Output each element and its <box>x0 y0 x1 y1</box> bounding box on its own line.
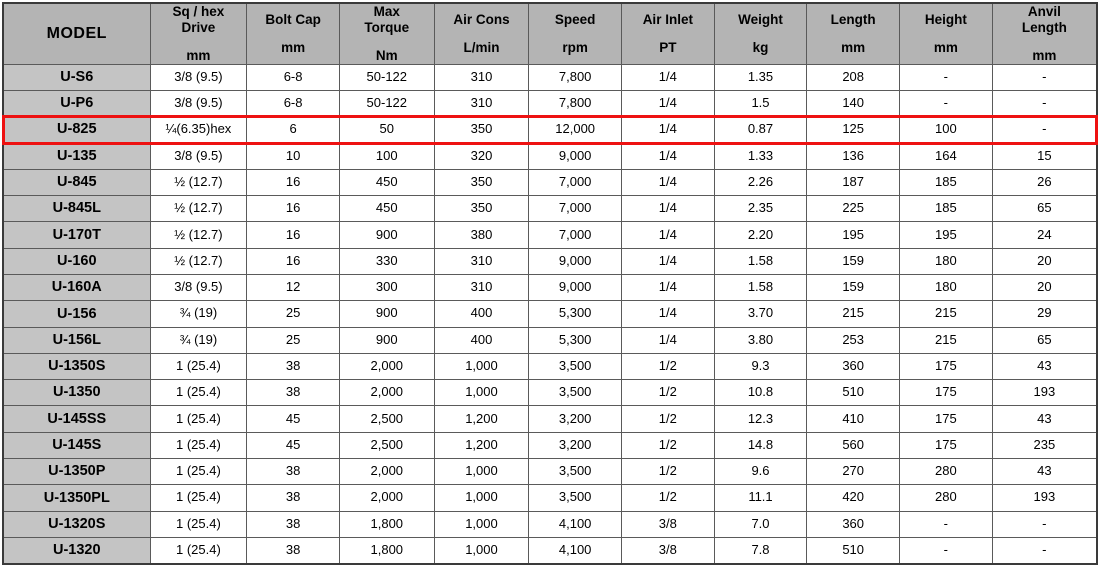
spec-value-cell: 2,000 <box>339 459 434 485</box>
spec-value-cell: 9,000 <box>529 274 622 300</box>
column-header-line1: MODEL <box>46 24 107 42</box>
spec-value-cell: 310 <box>434 274 529 300</box>
spec-value-cell: ¾ (19) <box>150 301 247 327</box>
model-name-cell: U-S6 <box>3 64 150 90</box>
column-header-4 <box>434 3 529 64</box>
table-row <box>3 90 1097 116</box>
spec-value-cell: 1,000 <box>434 380 529 406</box>
spec-value-cell: 2,500 <box>339 432 434 458</box>
spec-value-cell: 25 <box>247 327 340 353</box>
spec-value-cell: 1.58 <box>714 274 807 300</box>
spec-value-cell: 300 <box>339 274 434 300</box>
spec-value-cell: 175 <box>900 380 993 406</box>
spec-value-cell: 3/8 (9.5) <box>150 90 247 116</box>
spec-value-cell: 1/4 <box>621 222 714 248</box>
column-header-line1: Bolt Cap <box>265 11 321 27</box>
spec-value-cell: 26 <box>992 169 1097 195</box>
column-header-unit: Nm <box>375 48 398 64</box>
spec-value-cell: 900 <box>339 301 434 327</box>
spec-value-cell: 24 <box>992 222 1097 248</box>
spec-value-cell: 900 <box>339 327 434 353</box>
spec-value-cell: 4,100 <box>529 511 622 537</box>
spec-value-cell: - <box>992 90 1097 116</box>
column-header-line2: Length <box>1021 19 1067 35</box>
table-row <box>3 117 1097 143</box>
spec-value-cell: 187 <box>807 169 900 195</box>
spec-value-cell: - <box>900 90 993 116</box>
spec-value-cell: 3,500 <box>529 353 622 379</box>
spec-value-cell: 100 <box>900 117 993 143</box>
spec-value-cell: 510 <box>807 537 900 564</box>
spec-value-cell: 136 <box>807 143 900 169</box>
spec-value-cell: 43 <box>992 406 1097 432</box>
spec-value-cell: 2.20 <box>714 222 807 248</box>
spec-value-cell: 16 <box>247 248 340 274</box>
spec-value-cell: 450 <box>339 169 434 195</box>
column-header-unit: mm <box>841 40 866 56</box>
spec-value-cell: 1,200 <box>434 406 529 432</box>
column-header-7 <box>714 3 807 64</box>
spec-value-cell: 215 <box>900 327 993 353</box>
model-name-cell: U-145SS <box>3 406 150 432</box>
spec-value-cell: 9.3 <box>714 353 807 379</box>
spec-value-cell: 20 <box>992 248 1097 274</box>
spec-value-cell: 10 <box>247 143 340 169</box>
model-name-cell: U-160 <box>3 248 150 274</box>
spec-value-cell: 1/2 <box>621 353 714 379</box>
spec-value-cell: 400 <box>434 327 529 353</box>
spec-value-cell: 175 <box>900 432 993 458</box>
column-header-unit: mm <box>186 48 211 64</box>
spec-value-cell: 9,000 <box>529 248 622 274</box>
spec-value-cell: 43 <box>992 353 1097 379</box>
spec-value-cell: 6-8 <box>247 64 340 90</box>
table-row <box>3 380 1097 406</box>
table-row <box>3 274 1097 300</box>
spec-value-cell: 3/8 <box>621 537 714 564</box>
specification-table <box>2 2 1098 565</box>
column-header-unit: mm <box>933 40 958 56</box>
spec-value-cell: 360 <box>807 353 900 379</box>
spec-value-cell: 2,000 <box>339 353 434 379</box>
spec-value-cell: 29 <box>992 301 1097 327</box>
spec-value-cell: 420 <box>807 485 900 511</box>
model-name-cell: U-156L <box>3 327 150 353</box>
column-header-unit: mm <box>281 40 306 56</box>
spec-value-cell: - <box>992 537 1097 564</box>
column-header-8 <box>807 3 900 64</box>
spec-value-cell: 38 <box>247 537 340 564</box>
model-name-cell: U-1350PL <box>3 485 150 511</box>
spec-value-cell: 1/4 <box>621 274 714 300</box>
model-name-cell: U-135 <box>3 143 150 169</box>
column-header-line1: Air Inlet <box>642 11 693 27</box>
spec-value-cell: 25 <box>247 301 340 327</box>
spec-value-cell: 1 (25.4) <box>150 537 247 564</box>
column-header-5 <box>529 3 622 64</box>
spec-value-cell: 1/4 <box>621 169 714 195</box>
table-row <box>3 248 1097 274</box>
spec-value-cell: 2.35 <box>714 196 807 222</box>
table-row <box>3 301 1097 327</box>
column-header-3 <box>339 3 434 64</box>
column-header-line2: Torque <box>364 19 410 35</box>
spec-value-cell: 3.70 <box>714 301 807 327</box>
spec-value-cell: 185 <box>900 196 993 222</box>
spec-value-cell: 5,300 <box>529 301 622 327</box>
spec-value-cell: 1/4 <box>621 196 714 222</box>
spec-value-cell: 140 <box>807 90 900 116</box>
spec-value-cell: 1 (25.4) <box>150 485 247 511</box>
table-row <box>3 485 1097 511</box>
spec-value-cell: 280 <box>900 459 993 485</box>
specification-table-container <box>0 2 1100 586</box>
table-row <box>3 222 1097 248</box>
spec-value-cell: 1,000 <box>434 511 529 537</box>
model-name-cell: U-845 <box>3 169 150 195</box>
spec-value-cell: 15 <box>992 143 1097 169</box>
spec-value-cell: 175 <box>900 406 993 432</box>
model-name-cell: U-825 <box>3 117 150 143</box>
spec-value-cell: 350 <box>434 196 529 222</box>
spec-value-cell: 320 <box>434 143 529 169</box>
spec-value-cell: 3/8 (9.5) <box>150 64 247 90</box>
spec-value-cell: 1 (25.4) <box>150 406 247 432</box>
column-header-line1: Max <box>373 4 400 19</box>
spec-value-cell: 1/4 <box>621 327 714 353</box>
spec-value-cell: 38 <box>247 353 340 379</box>
table-row <box>3 406 1097 432</box>
spec-value-cell: 100 <box>339 143 434 169</box>
spec-value-cell: 159 <box>807 274 900 300</box>
spec-value-cell: 1,800 <box>339 537 434 564</box>
column-header-line1: Speed <box>554 11 596 27</box>
spec-value-cell: 12,000 <box>529 117 622 143</box>
spec-value-cell: 235 <box>992 432 1097 458</box>
table-row <box>3 169 1097 195</box>
spec-value-cell: 1/4 <box>621 64 714 90</box>
spec-value-cell: 7.0 <box>714 511 807 537</box>
model-name-cell: U-170T <box>3 222 150 248</box>
spec-value-cell: 450 <box>339 196 434 222</box>
spec-value-cell: 50-122 <box>339 64 434 90</box>
table-row <box>3 143 1097 169</box>
table-row <box>3 537 1097 564</box>
spec-value-cell: 7,800 <box>529 90 622 116</box>
spec-value-cell: 1,000 <box>434 353 529 379</box>
spec-value-cell: 1/2 <box>621 380 714 406</box>
spec-value-cell: 193 <box>992 485 1097 511</box>
spec-value-cell: 1,000 <box>434 459 529 485</box>
column-header-1 <box>150 3 247 64</box>
spec-value-cell: - <box>900 64 993 90</box>
spec-value-cell: 7,000 <box>529 222 622 248</box>
spec-value-cell: 560 <box>807 432 900 458</box>
spec-value-cell: - <box>992 64 1097 90</box>
spec-value-cell: 3,500 <box>529 459 622 485</box>
spec-value-cell: 164 <box>900 143 993 169</box>
spec-value-cell: ½ (12.7) <box>150 169 247 195</box>
spec-value-cell: 253 <box>807 327 900 353</box>
model-name-cell: U-1350 <box>3 380 150 406</box>
spec-value-cell: 175 <box>900 353 993 379</box>
model-name-cell: U-1320 <box>3 537 150 564</box>
spec-value-cell: 12 <box>247 274 340 300</box>
column-header-unit: mm <box>1032 48 1057 64</box>
spec-value-cell: 0.87 <box>714 117 807 143</box>
spec-value-cell: 900 <box>339 222 434 248</box>
spec-value-cell: 1.33 <box>714 143 807 169</box>
spec-value-cell: 1/2 <box>621 485 714 511</box>
spec-value-cell: 3/8 <box>621 511 714 537</box>
column-header-0 <box>3 3 150 64</box>
column-header-6 <box>621 3 714 64</box>
spec-value-cell: - <box>900 511 993 537</box>
spec-value-cell: 7,000 <box>529 196 622 222</box>
spec-value-cell: 11.1 <box>714 485 807 511</box>
spec-value-cell: 38 <box>247 380 340 406</box>
column-header-unit: L/min <box>463 40 500 56</box>
model-name-cell: U-1320S <box>3 511 150 537</box>
column-header-unit: PT <box>659 40 677 56</box>
table-row <box>3 511 1097 537</box>
model-name-cell: U-1350P <box>3 459 150 485</box>
spec-value-cell: 45 <box>247 432 340 458</box>
spec-value-cell: 185 <box>900 169 993 195</box>
spec-value-cell: 193 <box>992 380 1097 406</box>
spec-value-cell: 270 <box>807 459 900 485</box>
table-row <box>3 432 1097 458</box>
spec-value-cell: 50 <box>339 117 434 143</box>
spec-value-cell: 45 <box>247 406 340 432</box>
spec-value-cell: 310 <box>434 90 529 116</box>
spec-value-cell: 1.5 <box>714 90 807 116</box>
spec-value-cell: 1/4 <box>621 143 714 169</box>
spec-value-cell: 14.8 <box>714 432 807 458</box>
spec-value-cell: 1.35 <box>714 64 807 90</box>
spec-value-cell: 1/4 <box>621 301 714 327</box>
spec-value-cell: 310 <box>434 248 529 274</box>
spec-value-cell: 16 <box>247 169 340 195</box>
spec-value-cell: 50-122 <box>339 90 434 116</box>
model-name-cell: U-P6 <box>3 90 150 116</box>
spec-value-cell: 215 <box>900 301 993 327</box>
spec-value-cell: 6 <box>247 117 340 143</box>
spec-value-cell: 280 <box>900 485 993 511</box>
model-name-cell: U-156 <box>3 301 150 327</box>
spec-value-cell: 3,200 <box>529 406 622 432</box>
model-name-cell: U-145S <box>3 432 150 458</box>
spec-value-cell: 350 <box>434 117 529 143</box>
spec-value-cell: 3/8 (9.5) <box>150 143 247 169</box>
column-header-unit: rpm <box>562 40 588 56</box>
spec-value-cell: - <box>900 537 993 564</box>
spec-value-cell: 65 <box>992 327 1097 353</box>
spec-value-cell: 125 <box>807 117 900 143</box>
spec-value-cell: 1 (25.4) <box>150 380 247 406</box>
spec-value-cell: 1/2 <box>621 459 714 485</box>
spec-value-cell: 20 <box>992 274 1097 300</box>
spec-value-cell: 38 <box>247 511 340 537</box>
column-header-line1: Air Cons <box>453 11 510 27</box>
column-header-2 <box>247 3 340 64</box>
column-header-10 <box>992 3 1097 64</box>
spec-value-cell: 215 <box>807 301 900 327</box>
spec-value-cell: 3,500 <box>529 485 622 511</box>
spec-value-cell: 65 <box>992 196 1097 222</box>
spec-value-cell: 180 <box>900 274 993 300</box>
spec-value-cell: ½ (12.7) <box>150 248 247 274</box>
spec-value-cell: 410 <box>807 406 900 432</box>
spec-value-cell: 510 <box>807 380 900 406</box>
spec-value-cell: 1/4 <box>621 117 714 143</box>
spec-value-cell: 7.8 <box>714 537 807 564</box>
column-header-line1: Weight <box>738 11 783 27</box>
spec-value-cell: 12.3 <box>714 406 807 432</box>
table-body <box>3 64 1097 564</box>
table-row <box>3 327 1097 353</box>
column-header-line1: Sq / hex <box>172 4 225 19</box>
spec-value-cell: 1/2 <box>621 432 714 458</box>
spec-value-cell: ¾ (19) <box>150 327 247 353</box>
spec-value-cell: 1.58 <box>714 248 807 274</box>
spec-value-cell: 43 <box>992 459 1097 485</box>
table-row <box>3 196 1097 222</box>
spec-value-cell: 16 <box>247 196 340 222</box>
spec-value-cell: ½ (12.7) <box>150 196 247 222</box>
spec-value-cell: 1/2 <box>621 406 714 432</box>
spec-value-cell: 400 <box>434 301 529 327</box>
table-row <box>3 459 1097 485</box>
table-header-row <box>3 3 1097 64</box>
spec-value-cell: 208 <box>807 64 900 90</box>
model-name-cell: U-845L <box>3 196 150 222</box>
spec-value-cell: 5,300 <box>529 327 622 353</box>
spec-value-cell: 1,000 <box>434 537 529 564</box>
column-header-unit: kg <box>752 40 769 56</box>
spec-value-cell: 3.80 <box>714 327 807 353</box>
table-row <box>3 353 1097 379</box>
spec-value-cell: 4,100 <box>529 537 622 564</box>
spec-value-cell: ½ (12.7) <box>150 222 247 248</box>
spec-value-cell: 1,800 <box>339 511 434 537</box>
spec-value-cell: ¼(6.35)hex <box>150 117 247 143</box>
spec-value-cell: 380 <box>434 222 529 248</box>
spec-value-cell: 1,200 <box>434 432 529 458</box>
spec-value-cell: 195 <box>807 222 900 248</box>
spec-value-cell: 2,500 <box>339 406 434 432</box>
spec-value-cell: 3,200 <box>529 432 622 458</box>
column-header-line1: Length <box>830 11 876 27</box>
spec-value-cell: 16 <box>247 222 340 248</box>
spec-value-cell: 1/4 <box>621 248 714 274</box>
spec-value-cell: 3,500 <box>529 380 622 406</box>
column-header-line2: Drive <box>181 19 216 35</box>
spec-value-cell: 2,000 <box>339 485 434 511</box>
column-header-line1: Anvil <box>1027 4 1061 19</box>
model-name-cell: U-1350S <box>3 353 150 379</box>
spec-value-cell: 350 <box>434 169 529 195</box>
spec-value-cell: 360 <box>807 511 900 537</box>
spec-value-cell: 159 <box>807 248 900 274</box>
spec-value-cell: 180 <box>900 248 993 274</box>
spec-value-cell: 9,000 <box>529 143 622 169</box>
spec-value-cell: 1/4 <box>621 90 714 116</box>
spec-value-cell: 9.6 <box>714 459 807 485</box>
spec-value-cell: 2.26 <box>714 169 807 195</box>
column-header-9 <box>900 3 993 64</box>
spec-value-cell: 330 <box>339 248 434 274</box>
spec-value-cell: 38 <box>247 485 340 511</box>
spec-value-cell: 1 (25.4) <box>150 511 247 537</box>
spec-value-cell: 7,800 <box>529 64 622 90</box>
spec-value-cell: 1,000 <box>434 485 529 511</box>
spec-value-cell: 1 (25.4) <box>150 432 247 458</box>
spec-value-cell: 38 <box>247 459 340 485</box>
spec-value-cell: 2,000 <box>339 380 434 406</box>
spec-value-cell: 6-8 <box>247 90 340 116</box>
spec-value-cell: 1 (25.4) <box>150 459 247 485</box>
column-header-line1: Height <box>924 11 967 27</box>
spec-value-cell: - <box>992 511 1097 537</box>
spec-value-cell: 225 <box>807 196 900 222</box>
table-row <box>3 64 1097 90</box>
spec-value-cell: 3/8 (9.5) <box>150 274 247 300</box>
spec-value-cell: 10.8 <box>714 380 807 406</box>
model-name-cell: U-160A <box>3 274 150 300</box>
spec-value-cell: - <box>992 117 1097 143</box>
spec-value-cell: 7,000 <box>529 169 622 195</box>
spec-value-cell: 1 (25.4) <box>150 353 247 379</box>
spec-value-cell: 310 <box>434 64 529 90</box>
table-header <box>3 3 1097 64</box>
spec-value-cell: 195 <box>900 222 993 248</box>
